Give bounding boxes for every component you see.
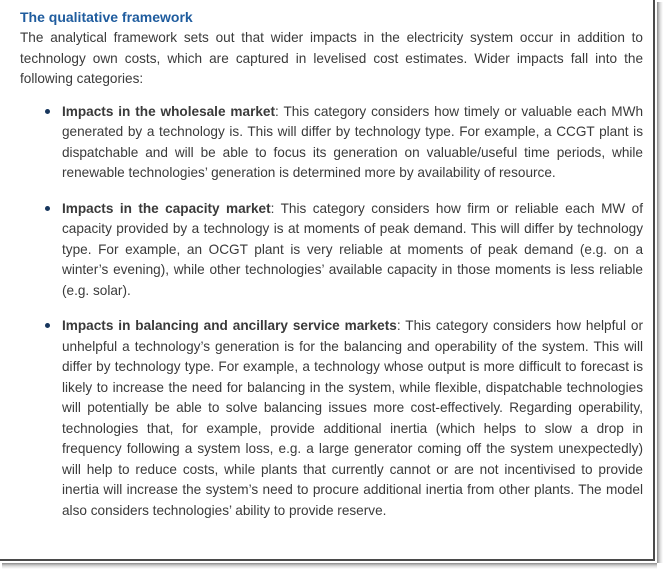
bullet-item-wholesale-market xyxy=(20,102,643,184)
bullet-text-capacity: : This category considers how firm or reliable each MW of capacity provided by a technology is at moments of peak demand. This will differ by technology type. For example, an OCGT plant is very reliable at moments of peak demand (e.g. on a winter’s evening), while other technologies’ available capacity in those moments is less reliable (e.g. solar). xyxy=(62,200,644,298)
section-heading: The qualitative framework xyxy=(20,9,193,25)
page-drop-shadow-right xyxy=(657,2,663,563)
bullet-text-wholesale: : This category considers how timely or valuable each MWh generated by a technology is. This will differ by technology type. For example, a CCGT plant is dispatchable and will be able to focus its generation on valuable/useful time periods, while renewable technologies’ generation is determined more by availability of resource. xyxy=(62,103,644,180)
bullet-lead-balancing: Impacts in balancing and ancillary service markets xyxy=(62,318,397,333)
bullet-lead-capacity: Impacts in the capacity market xyxy=(62,200,271,216)
bullet-icon xyxy=(45,109,50,114)
intro-paragraph: The analytical framework sets out that wider impacts in the electricity system occur in addition to technology own costs, which are captured in levelised cost estimates. Wider impacts fall into the following categories: xyxy=(20,30,643,86)
page-drop-shadow-bottom xyxy=(2,563,657,569)
bullet-icon xyxy=(45,323,50,328)
bullet-item-balancing-ancillary xyxy=(20,316,643,521)
bullet-icon xyxy=(45,206,50,211)
bullet-text-balancing: : This category considers how helpful or unhelpful a technology’s generation is for the balancing and operability of the system. This will differ by technology type. For example, a technology whose output is more difficult to forecast is likely to increase the need for balancing in the system, while flexible, dispatchable technologies will potentially be able to solve balancing issues more cost-effectively. Regarding operability, technologies that, for example, provide additional inertia (which helps to slow a drop in frequency following a system loss, e.g. a large generator coming off the system unexpectedly) will help to reduce costs, while plants that currently cannot or are not incentivised to provide inertia will increase the system’s need to procure additional inertia from other plants. The model also considers technologies’ ability to provide reserve. xyxy=(62,318,643,518)
bullet-item-capacity-market xyxy=(20,199,643,302)
bullet-lead-wholesale: Impacts in the wholesale market xyxy=(62,103,276,119)
bullet-list xyxy=(20,102,643,522)
